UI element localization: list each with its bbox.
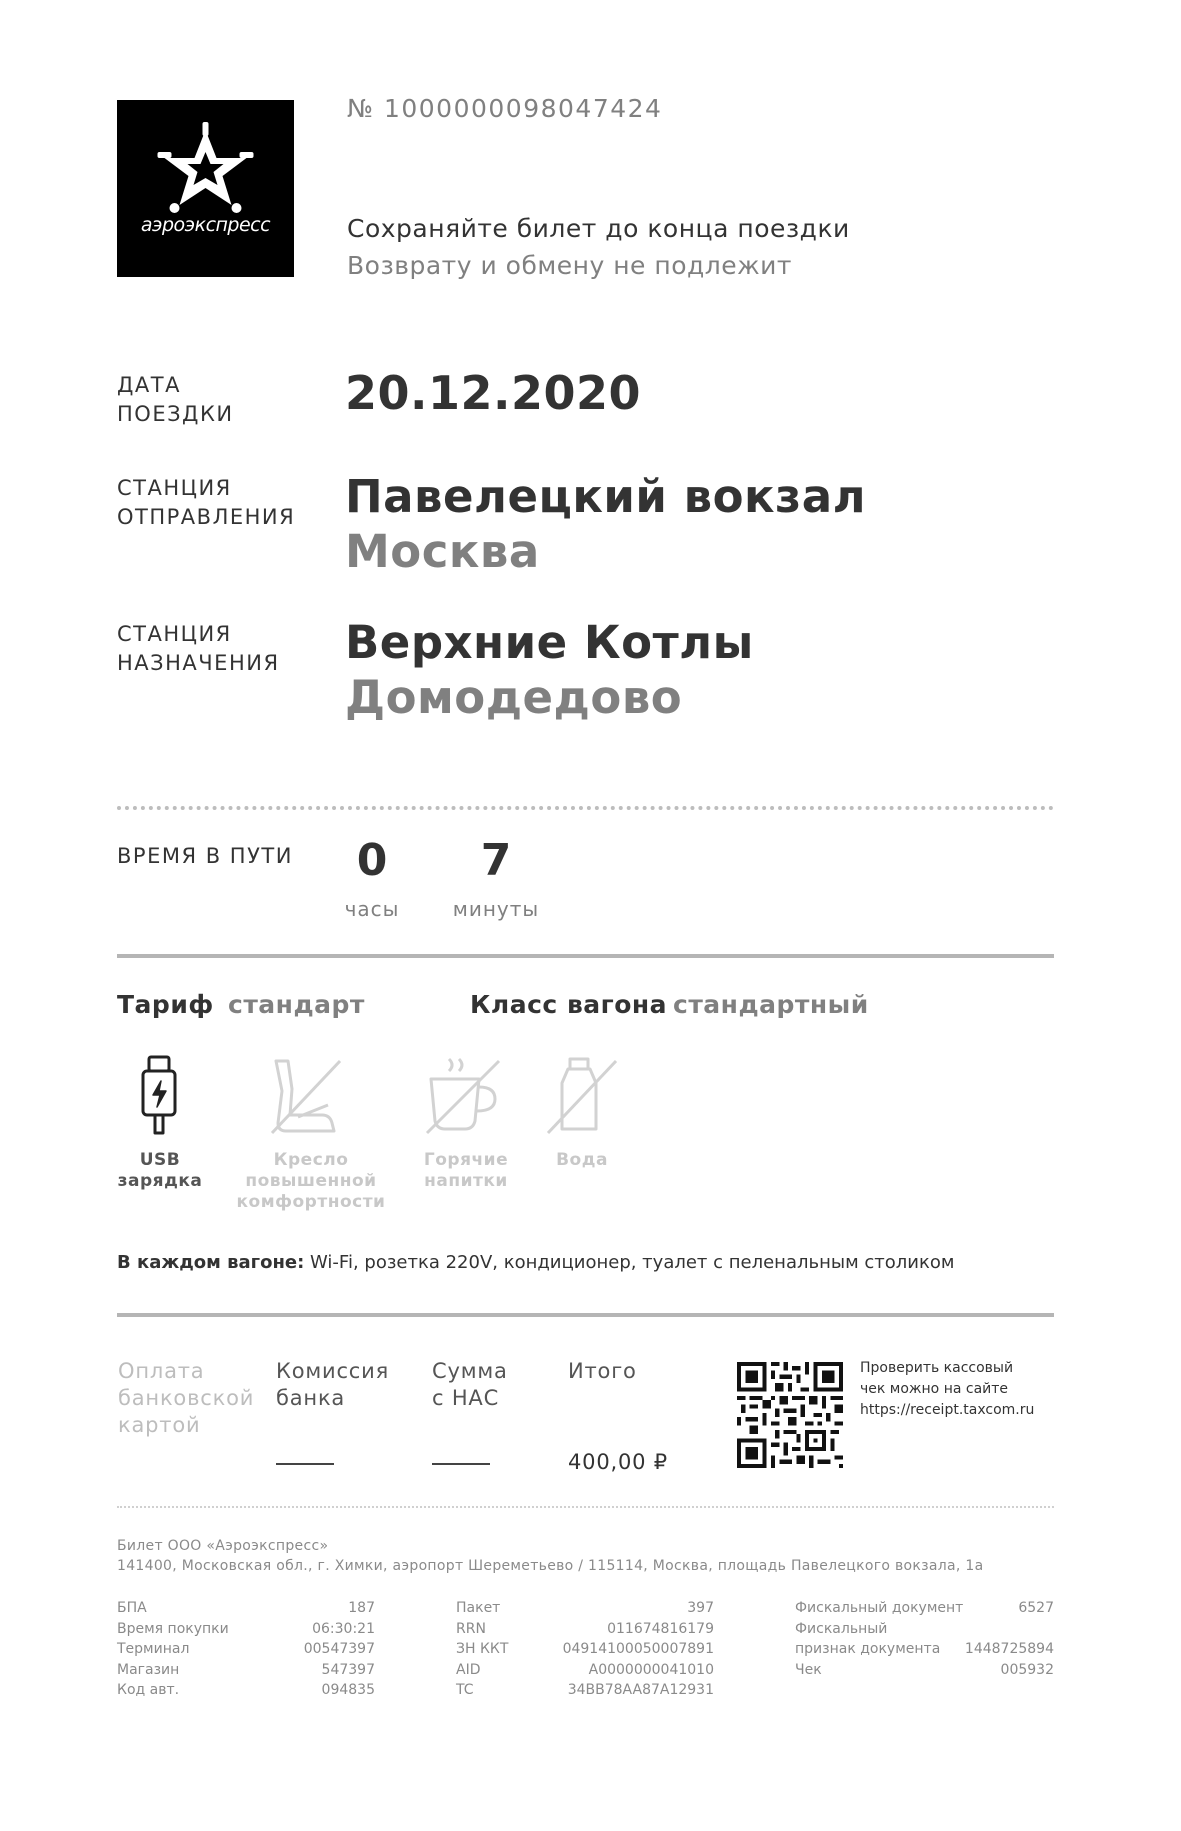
fiscal-value: 1448725894	[964, 1641, 1054, 1657]
premium-seat-icon	[268, 1055, 354, 1137]
fiscal-key: Время покупки	[117, 1620, 229, 1637]
fiscal-row	[117, 1639, 375, 1660]
fiscal-column-2	[456, 1598, 714, 1701]
payment-method	[118, 1358, 254, 1439]
fiscal-column-1	[117, 1598, 375, 1701]
fiscal-row	[117, 1619, 375, 1640]
fiscal-key: Фискальный документ	[795, 1600, 964, 1616]
company-info	[117, 1536, 984, 1576]
vat-sum-line1: Сумма	[432, 1359, 508, 1383]
fiscal-key: RRN	[456, 1620, 486, 1637]
payment-method-line1: Оплата	[118, 1359, 205, 1383]
fiscal-key: Пакет	[456, 1600, 501, 1616]
bank-commission-label	[276, 1358, 389, 1412]
amenity-seat-label	[226, 1150, 396, 1213]
dotted-divider	[117, 806, 1054, 810]
every-car-text: Wi-Fi, розетка 220V, кондиционер, туалет с пеленальным столиком	[304, 1252, 955, 1273]
fiscal-value: 094835	[321, 1682, 375, 1698]
fiscal-value: 06:30:21	[312, 1620, 375, 1637]
fiscal-value: 005932	[1000, 1661, 1054, 1678]
amenity-usb-line2: зарядка	[117, 1171, 203, 1191]
hot-drink-icon	[425, 1055, 507, 1137]
fiscal-value: 34BB78AA87A12931	[567, 1682, 714, 1698]
fiscal-row	[456, 1660, 714, 1681]
fiscal-key: Фискальный	[795, 1620, 888, 1637]
thin-dotted-divider	[117, 1506, 1054, 1508]
date-label-line2: ПОЕЗДКИ	[117, 402, 234, 426]
usb-plug-icon	[131, 1053, 189, 1135]
receipt-note-line1: Проверить кассовый	[860, 1360, 1014, 1376]
fiscal-row	[795, 1598, 1054, 1619]
fiscal-value: 187	[348, 1600, 375, 1616]
departure-city: Москва	[345, 525, 540, 578]
solid-divider-2	[117, 1313, 1054, 1317]
duration-hours-unit: часы	[344, 897, 400, 921]
total-label: Итого	[568, 1359, 637, 1383]
amenity-usb-label	[100, 1150, 220, 1192]
fiscal-row	[456, 1680, 714, 1701]
date-label-line1: ДАТА	[117, 373, 181, 397]
fiscal-value: 00547397	[303, 1641, 375, 1657]
tariff-label: Тариф	[117, 990, 214, 1019]
fiscal-column-3	[795, 1598, 1054, 1680]
fiscal-value: 397	[687, 1600, 714, 1616]
amenity-seat-line1: Кресло	[273, 1150, 349, 1170]
amenity-water-line1: Вода	[556, 1150, 608, 1170]
arrival-city: Домодедово	[345, 671, 683, 724]
fiscal-key: AID	[456, 1661, 481, 1678]
vat-sum-label	[432, 1358, 508, 1412]
duration-minutes: 7	[480, 835, 512, 886]
bank-commission-line2: банка	[276, 1386, 346, 1410]
trip-date: 20.12.2020	[345, 366, 642, 420]
fiscal-key: Магазин	[117, 1661, 180, 1678]
fiscal-key: Терминал	[117, 1641, 190, 1657]
every-car-note	[117, 1252, 954, 1273]
fiscal-value: A0000000041010	[588, 1661, 714, 1678]
fiscal-key: TC	[456, 1682, 474, 1698]
payment-method-line2: банковской	[118, 1386, 255, 1410]
receipt-qr-code[interactable]	[737, 1362, 843, 1468]
fiscal-row	[795, 1619, 1054, 1640]
star-plane-icon	[117, 100, 294, 220]
car-class-value: стандартный	[673, 990, 869, 1019]
fiscal-row	[456, 1619, 714, 1640]
keep-notice: Сохраняйте билет до конца поездки	[347, 214, 850, 243]
arrival-label-line2: НАЗНАЧЕНИЯ	[117, 651, 280, 675]
arrival-station: Верхние Котлы	[345, 616, 754, 669]
receipt-check-note	[860, 1358, 1034, 1421]
duration-minutes-unit: минуты	[452, 897, 540, 921]
aeroexpress-logo	[117, 100, 294, 277]
departure-label-line1: СТАНЦИЯ	[117, 476, 232, 500]
departure-station: Павелецкий вокзал	[345, 470, 867, 523]
duration-hours: 0	[356, 835, 388, 886]
return-notice: Возврату и обмену не подлежит	[347, 251, 792, 280]
departure-label	[117, 474, 295, 532]
fiscal-row	[117, 1660, 375, 1681]
every-car-label: В каждом вагоне:	[117, 1252, 305, 1273]
arrival-label	[117, 620, 280, 678]
fiscal-key: БПА	[117, 1600, 147, 1616]
amenity-drinks-line1: Горячие	[423, 1150, 509, 1170]
receipt-check-link[interactable]: https://receipt.taxcom.ru	[860, 1402, 1035, 1418]
fiscal-value: 011674816179	[607, 1620, 714, 1637]
fiscal-row	[795, 1660, 1054, 1681]
fiscal-key: ЗН ККТ	[456, 1641, 509, 1657]
amenity-water-label	[532, 1150, 632, 1171]
fiscal-value: 04914100050007891	[562, 1641, 714, 1657]
amenity-usb-line1: USB	[139, 1150, 181, 1170]
amenity-drinks-line2: напитки	[424, 1171, 508, 1191]
fiscal-key: признак документа	[795, 1641, 941, 1657]
water-bottle-icon	[546, 1055, 618, 1137]
company-name: Билет ООО «Аэроэкспресс»	[117, 1538, 329, 1554]
bank-commission-dash	[276, 1463, 334, 1465]
fiscal-key: Код авт.	[117, 1682, 180, 1698]
fiscal-row	[117, 1680, 375, 1701]
amenity-drinks-label	[406, 1150, 526, 1192]
solid-divider	[117, 954, 1054, 958]
fiscal-row	[456, 1598, 714, 1619]
duration-label: ВРЕМЯ В ПУТИ	[117, 844, 293, 868]
total-value: 400,00 ₽	[568, 1450, 668, 1474]
fiscal-value: 547397	[321, 1661, 375, 1678]
amenity-seat-line2: повышенной	[245, 1171, 377, 1191]
departure-label-line2: ОТПРАВЛЕНИЯ	[117, 505, 296, 529]
amenity-seat-line3: комфортности	[236, 1192, 386, 1212]
arrival-label-line1: СТАНЦИЯ	[117, 622, 232, 646]
payment-method-line3: картой	[118, 1413, 201, 1437]
ticket-number: № 1000000098047424	[347, 94, 663, 123]
fiscal-key: Чек	[795, 1661, 822, 1678]
tariff-value: стандарт	[228, 990, 365, 1019]
fiscal-value: 6527	[1018, 1600, 1054, 1616]
receipt-note-line2: чек можно на сайте	[860, 1381, 1009, 1397]
date-label	[117, 371, 234, 429]
fiscal-row	[795, 1639, 1054, 1660]
car-class-label: Класс вагона	[470, 990, 668, 1019]
brand-name: аэроэкспресс	[140, 214, 271, 236]
vat-sum-dash	[432, 1463, 490, 1465]
bank-commission-line1: Комиссия	[276, 1359, 390, 1383]
fiscal-row	[456, 1639, 714, 1660]
fiscal-row	[117, 1598, 375, 1619]
company-address: 141400, Московская обл., г. Химки, аэропорт Шереметьево / 115114, Москва, площадь Павелецкого вокзала, 1а	[117, 1558, 984, 1574]
vat-sum-line2: с НАС	[432, 1386, 500, 1410]
